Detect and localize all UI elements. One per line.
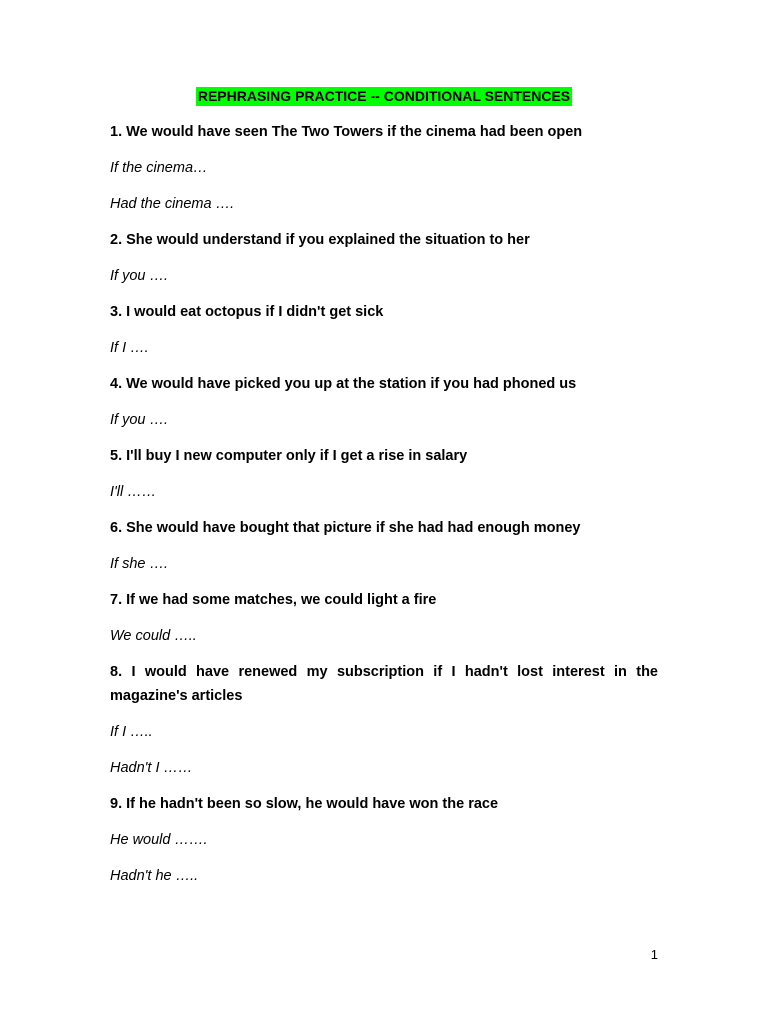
exercise-item-8 <box>110 660 658 780</box>
answer-prompt: Had the cinema …. <box>110 196 235 212</box>
exercise-item-9 <box>110 792 658 888</box>
question-text: 1. We would have seen The Two Towers if the cinema had been open <box>110 124 583 140</box>
question-text: 7. If we had some matches, we could light a fire <box>110 592 437 608</box>
question-text: 6. She would have bought that picture if she had had enough money <box>110 520 581 536</box>
exercise-item-4 <box>110 372 658 432</box>
exercise-item-7 <box>110 588 658 648</box>
exercise-item-5 <box>110 444 658 504</box>
answer-prompt: He would ……. <box>110 832 208 848</box>
question-text: 5. I'll buy I new computer only if I get a rise in salary <box>110 448 468 464</box>
answer-prompt: If the cinema… <box>110 160 208 176</box>
answer-prompt: If I …. <box>110 340 149 356</box>
answer-prompt: If you …. <box>110 268 169 284</box>
exercise-item-1 <box>110 120 658 216</box>
page-number: 1 <box>650 947 658 962</box>
answer-prompt: I'll …… <box>110 484 157 500</box>
answer-prompt: If you …. <box>110 412 169 428</box>
exercise-item-3 <box>110 300 658 360</box>
exercise-list <box>110 120 658 900</box>
exercise-item-2 <box>110 228 658 288</box>
question-text: 2. She would understand if you explained the situation to her <box>110 232 530 248</box>
worksheet-title: REPHRASING PRACTICE -- CONDITIONAL SENTENCES <box>197 88 571 104</box>
question-text: 4. We would have picked you up at the station if you had phoned us <box>110 376 577 392</box>
answer-prompt: If she …. <box>110 556 169 572</box>
question-text: 3. I would eat octopus if I didn't get sick <box>110 304 384 320</box>
answer-prompt: If I ….. <box>110 724 153 740</box>
answer-prompt: We could ….. <box>110 628 197 644</box>
question-text: 8. I would have renewed my subscription if I hadn't lost interest in the magazine's articles <box>110 664 658 704</box>
question-text: 9. If he hadn't been so slow, he would have won the race <box>110 796 499 812</box>
answer-prompt: Hadn't he ….. <box>110 868 199 884</box>
answer-prompt: Hadn't I …… <box>110 760 193 776</box>
title-container <box>0 87 768 106</box>
exercise-item-6 <box>110 516 658 576</box>
